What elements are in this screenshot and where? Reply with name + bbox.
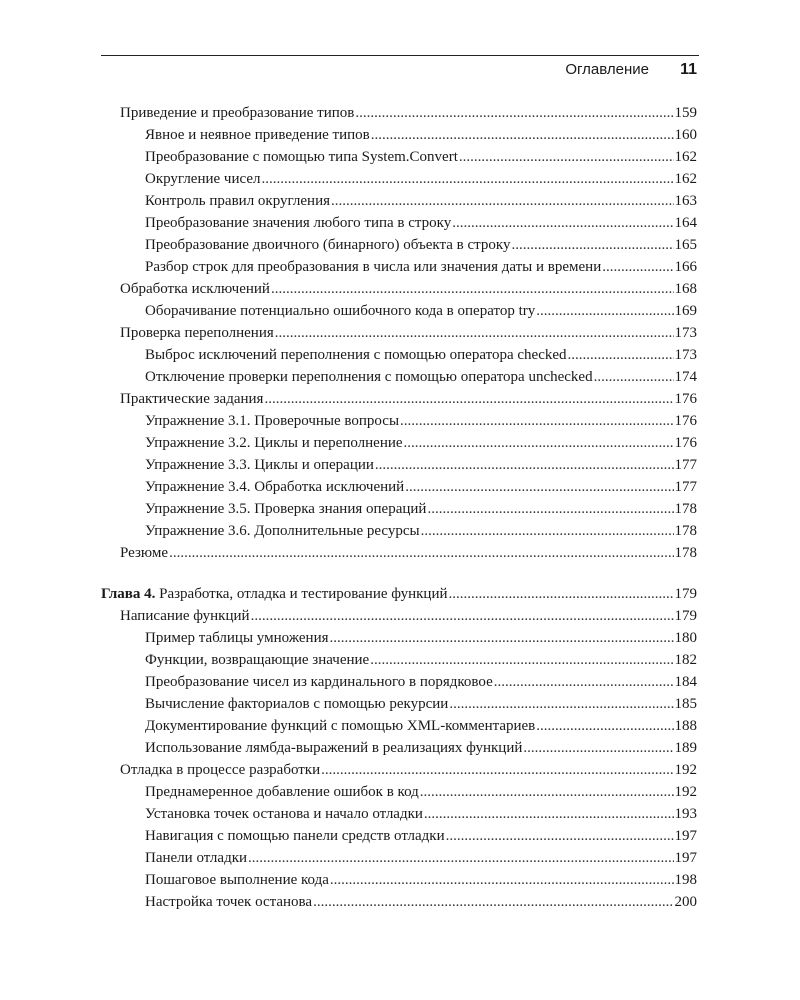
- toc-dot-leader: [375, 454, 674, 476]
- toc-dot-leader: [271, 278, 674, 300]
- toc-entry-text: Преобразование с помощью типа System.Convert: [145, 149, 458, 165]
- toc-entry-text: Панели отладки: [145, 850, 248, 866]
- toc-entry-title: [145, 212, 451, 234]
- toc-entry-text: Оборачивание потенциально ошибочного кода в оператор try: [145, 303, 536, 319]
- toc-entry-title: [145, 454, 374, 476]
- toc-entry-page: 173: [674, 347, 697, 363]
- toc-entry-text: Выброс исключений переполнения с помощью оператора checked: [145, 347, 567, 363]
- toc-entry-text: Приведение и преобразование типов: [120, 105, 355, 121]
- toc-entry-page: 159: [674, 105, 697, 121]
- toc-dot-leader: [424, 803, 674, 825]
- toc-dot-leader: [594, 366, 674, 388]
- toc-dot-leader: [264, 388, 673, 410]
- toc-section-entry: [101, 605, 697, 627]
- toc-entry-title: [145, 256, 601, 278]
- toc-entry-page: 192: [674, 762, 697, 778]
- toc-subsection-entry: [101, 649, 697, 671]
- toc-dot-leader: [420, 781, 674, 803]
- toc-subsection-entry: [101, 737, 697, 759]
- toc-subsection-entry: [101, 454, 697, 476]
- toc-entry-text: Явное и неявное приведение типов: [145, 127, 370, 143]
- toc-dot-leader: [248, 847, 673, 869]
- toc-entry-title: [145, 715, 535, 737]
- toc-subsection-entry: [101, 212, 697, 234]
- toc-entry-text: Написание функций: [120, 608, 250, 624]
- toc-dot-leader: [449, 693, 673, 715]
- toc-dot-leader: [404, 432, 674, 454]
- toc-chapter-entry: [101, 583, 697, 605]
- toc-entry-title: [145, 649, 369, 671]
- toc-dot-leader: [313, 891, 673, 913]
- toc-entry-page: 180: [674, 630, 697, 646]
- toc-entry-text: Разбор строк для преобразования в числа или значения даты и времени: [145, 259, 602, 275]
- toc-dot-leader: [400, 410, 673, 432]
- toc-entry-title: [145, 891, 312, 913]
- toc-entry-title: [145, 781, 419, 803]
- toc-dot-leader: [459, 146, 674, 168]
- toc-subsection-entry: [101, 781, 697, 803]
- toc-dot-leader: [330, 627, 674, 649]
- toc-entry-title: [145, 498, 426, 520]
- toc-entry-text: Упражнение 3.4. Обработка исключений: [145, 479, 405, 495]
- toc-dot-leader: [370, 649, 673, 671]
- running-header: [101, 61, 699, 81]
- toc-entry-page: 174: [674, 369, 697, 385]
- toc-entry-title: [120, 322, 274, 344]
- toc-entry-title: [145, 300, 535, 322]
- toc-subsection-entry: [101, 344, 697, 366]
- toc-entry-text: Преднамеренное добавление ошибок в код: [145, 784, 419, 800]
- toc-subsection-entry: [101, 124, 697, 146]
- toc-entry-title: [145, 825, 445, 847]
- toc-entry-text: Резюме: [120, 545, 169, 561]
- toc-entry-text: Практические задания: [120, 391, 264, 407]
- toc-entry-text: Контроль правил округления: [145, 193, 331, 209]
- toc-dot-leader: [321, 759, 673, 781]
- toc-subsection-entry: [101, 847, 697, 869]
- toc-entry-text: Установка точек останова и начало отладки: [145, 806, 423, 822]
- toc-entry-title: [145, 803, 423, 825]
- toc-entry-text: Документирование функций с помощью XML-комментариев: [145, 718, 536, 734]
- toc-entry-text: Упражнение 3.3. Циклы и операции: [145, 457, 374, 473]
- toc-entry-page: 188: [674, 718, 697, 734]
- toc-dot-leader: [421, 520, 674, 542]
- toc-dot-leader: [355, 102, 673, 124]
- toc-entry-page: 178: [674, 523, 697, 539]
- toc-entry-title: [120, 388, 263, 410]
- toc-dot-leader: [494, 671, 674, 693]
- toc-entry-title: [145, 869, 329, 891]
- toc-entry-text: Проверка переполнения: [120, 325, 274, 341]
- toc-section-entry: [101, 759, 697, 781]
- toc-entry-page: 189: [674, 740, 697, 756]
- toc-dot-leader: [331, 190, 673, 212]
- toc-entry-page: 179: [674, 608, 697, 624]
- toc-dot-leader: [536, 300, 673, 322]
- toc-subsection-entry: [101, 190, 697, 212]
- toc-chapter-label: Глава 4.: [101, 586, 156, 602]
- toc-entry-page: 200: [674, 894, 697, 910]
- toc-dot-leader: [449, 583, 674, 605]
- toc-entry-page: 162: [674, 171, 697, 187]
- toc-entry-title: [120, 542, 168, 564]
- toc-entry-title: [145, 520, 420, 542]
- toc-dot-leader: [452, 212, 673, 234]
- toc-subsection-entry: [101, 869, 697, 891]
- toc-entry-page: 179: [674, 586, 697, 602]
- toc-dot-leader: [261, 168, 673, 190]
- toc-dot-leader: [371, 124, 674, 146]
- toc-subsection-entry: [101, 476, 697, 498]
- toc-entry-page: 176: [674, 391, 697, 407]
- toc-entry-title: [120, 605, 250, 627]
- toc-entry-title: [120, 759, 320, 781]
- running-header-title: Оглавление: [565, 61, 649, 78]
- toc-entry-text: Упражнение 3.5. Проверка знания операций: [145, 501, 427, 517]
- toc-entry-text: Обработка исключений: [120, 281, 270, 297]
- toc-entry-page: 176: [674, 413, 697, 429]
- toc-subsection-entry: [101, 803, 697, 825]
- toc-entry-text: Разработка, отладка и тестирование функций: [155, 586, 448, 602]
- toc-entry-text: Преобразование чисел из кардинального в порядковое: [145, 674, 493, 690]
- toc-entry-title: [120, 278, 270, 300]
- toc-subsection-entry: [101, 366, 697, 388]
- toc-entry-title: [145, 410, 399, 432]
- toc-subsection-entry: [101, 168, 697, 190]
- toc-entry-title: [145, 146, 458, 168]
- toc-entry-page: 197: [674, 850, 697, 866]
- toc-subsection-entry: [101, 146, 697, 168]
- toc-entry-title: [145, 344, 567, 366]
- toc-subsection-entry: [101, 715, 697, 737]
- toc-subsection-entry: [101, 671, 697, 693]
- toc-subsection-entry: [101, 891, 697, 913]
- toc-subsection-entry: [101, 825, 697, 847]
- toc-subsection-entry: [101, 498, 697, 520]
- toc-subsection-entry: [101, 432, 697, 454]
- toc-entry-title: [145, 693, 448, 715]
- toc-entry-page: 176: [674, 435, 697, 451]
- toc-entry-text: Упражнение 3.1. Проверочные вопросы: [145, 413, 400, 429]
- toc-entry-title: [145, 366, 593, 388]
- toc-entry-page: 192: [674, 784, 697, 800]
- toc-entry-page: 184: [674, 674, 697, 690]
- toc-section-entry: [101, 102, 697, 124]
- toc-subsection-entry: [101, 300, 697, 322]
- toc-dot-leader: [536, 715, 673, 737]
- table-of-contents: [101, 102, 697, 913]
- toc-dot-leader: [251, 605, 674, 627]
- toc-dot-leader: [405, 476, 673, 498]
- toc-entry-text: Настройка точек останова: [145, 894, 313, 910]
- toc-entry-text: Упражнение 3.2. Циклы и переполнение: [145, 435, 403, 451]
- toc-entry-text: Использование лямбда-выражений в реализациях функций: [145, 740, 523, 756]
- toc-entry-page: 169: [674, 303, 697, 319]
- toc-dot-leader: [275, 322, 674, 344]
- toc-entry-text: Навигация с помощью панели средств отладки: [145, 828, 445, 844]
- toc-entry-page: 178: [674, 545, 697, 561]
- toc-entry-page: 165: [674, 237, 697, 253]
- toc-dot-leader: [511, 234, 673, 256]
- toc-subsection-entry: [101, 520, 697, 542]
- toc-subsection-entry: [101, 256, 697, 278]
- toc-entry-text: Функции, возвращающие значение: [145, 652, 370, 668]
- toc-dot-leader: [602, 256, 673, 278]
- toc-entry-title: [101, 583, 448, 605]
- toc-section-entry: [101, 542, 697, 564]
- toc-dot-leader: [446, 825, 674, 847]
- toc-entry-text: Упражнение 3.6. Дополнительные ресурсы: [145, 523, 420, 539]
- toc-dot-leader: [523, 737, 673, 759]
- toc-subsection-entry: [101, 627, 697, 649]
- toc-entry-text: Вычисление факториалов с помощью рекурсии: [145, 696, 449, 712]
- toc-entry-page: 185: [674, 696, 697, 712]
- toc-subsection-entry: [101, 693, 697, 715]
- page-number: 11: [680, 61, 697, 78]
- toc-entry-page: 198: [674, 872, 697, 888]
- toc-entry-title: [145, 737, 522, 759]
- toc-entry-title: [145, 234, 510, 256]
- toc-section-entry: [101, 322, 697, 344]
- toc-dot-leader: [568, 344, 674, 366]
- toc-entry-title: [145, 847, 247, 869]
- toc-entry-text: Округление чисел: [145, 171, 261, 187]
- toc-entry-page: 173: [674, 325, 697, 341]
- toc-subsection-entry: [101, 234, 697, 256]
- toc-subsection-entry: [101, 410, 697, 432]
- toc-entry-title: [145, 168, 260, 190]
- toc-entry-title: [145, 190, 330, 212]
- toc-entry-text: Преобразование значения любого типа в строку: [145, 215, 452, 231]
- toc-entry-title: [145, 671, 493, 693]
- toc-section-entry: [101, 278, 697, 300]
- toc-entry-title: [145, 627, 329, 649]
- toc-entry-page: 164: [674, 215, 697, 231]
- toc-entry-text: Пошаговое выполнение кода: [145, 872, 329, 888]
- toc-entry-text: Пример таблицы умножения: [145, 630, 329, 646]
- toc-entry-page: 178: [674, 501, 697, 517]
- toc-entry-title: [145, 432, 403, 454]
- toc-entry-page: 177: [674, 479, 697, 495]
- toc-entry-page: 177: [674, 457, 697, 473]
- toc-dot-leader: [169, 542, 673, 564]
- toc-entry-page: 182: [674, 652, 697, 668]
- toc-dot-leader: [330, 869, 674, 891]
- toc-dot-leader: [427, 498, 673, 520]
- toc-section-entry: [101, 388, 697, 410]
- toc-entry-page: 160: [674, 127, 697, 143]
- toc-entry-page: 163: [674, 193, 697, 209]
- toc-entry-title: [145, 476, 404, 498]
- toc-entry-text: Отладка в процессе разработки: [120, 762, 321, 778]
- toc-entry-page: 162: [674, 149, 697, 165]
- toc-entry-title: [120, 102, 354, 124]
- header-rule: [101, 55, 699, 56]
- toc-entry-page: 168: [674, 281, 697, 297]
- toc-entry-page: 193: [674, 806, 697, 822]
- toc-entry-text: Преобразование двоичного (бинарного) объекта в строку: [145, 237, 511, 253]
- toc-entry-title: [145, 124, 370, 146]
- toc-entry-page: 197: [674, 828, 697, 844]
- toc-entry-text: Отключение проверки переполнения с помощью оператора unchecked: [145, 369, 593, 385]
- toc-entry-page: 166: [674, 259, 697, 275]
